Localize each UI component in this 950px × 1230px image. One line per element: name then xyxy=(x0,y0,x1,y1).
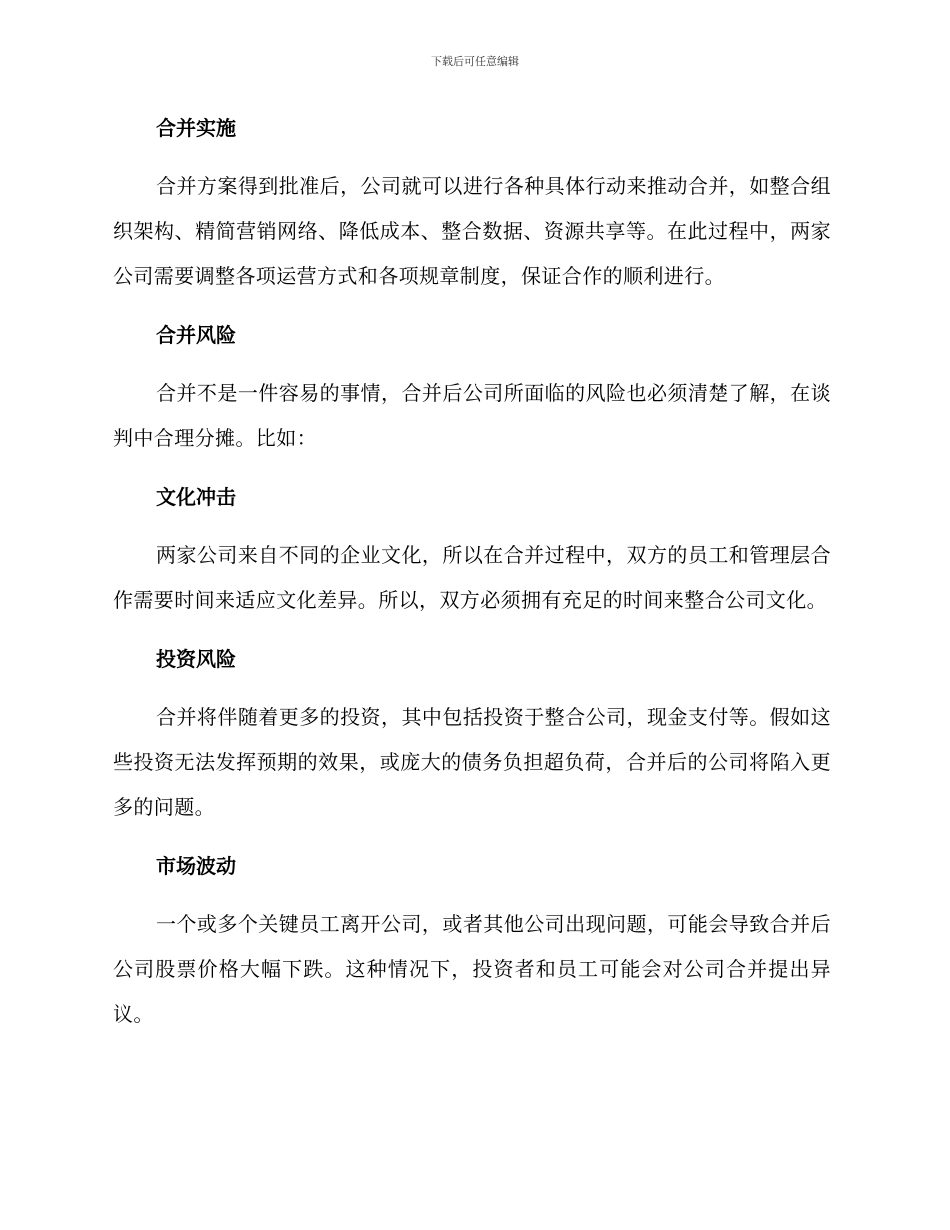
section-merger-implementation xyxy=(113,106,831,299)
section-heading: 合并风险 xyxy=(156,323,236,347)
section-merger-risk xyxy=(113,313,831,461)
section-paragraph: 合并方案得到批准后，公司就可以进行各种具体行动来推动合并，如整合组织架构、精简营销网络、降低成本、整合数据、资源共享等。在此过程中，两家公司需要调整各项运营方式和各项规章制度，保证合作的顺利进行。 xyxy=(113,174,831,288)
section-heading: 合并实施 xyxy=(156,116,236,140)
section-paragraph: 合并将伴随着更多的投资，其中包括投资于整合公司，现金支付等。假如这些投资无法发挥预期的效果，或庞大的债务负担超负荷，合并后的公司将陷入更多的问题。 xyxy=(113,705,831,819)
section-heading: 文化冲击 xyxy=(156,485,236,509)
section-heading: 市场波动 xyxy=(156,854,236,878)
page-header: 下载后可任意编辑 xyxy=(431,55,519,68)
section-market-volatility xyxy=(113,844,831,1037)
document-body xyxy=(113,106,831,1037)
section-heading: 投资风险 xyxy=(156,647,236,671)
section-paragraph: 一个或多个关键员工离开公司，或者其他公司出现问题，可能会导致合并后公司股票价格大幅下跌。这种情况下，投资者和员工可能会对公司合并提出异议。 xyxy=(113,912,831,1026)
section-paragraph: 合并不是一件容易的事情，合并后公司所面临的风险也必须清楚了解，在谈判中合理分摊。比如： xyxy=(113,381,831,450)
section-culture-shock xyxy=(113,475,831,623)
section-paragraph: 两家公司来自不同的企业文化，所以在合并过程中，双方的员工和管理层合作需要时间来适应文化差异。所以，双方必须拥有充足的时间来整合公司文化。 xyxy=(113,543,831,612)
section-investment-risk xyxy=(113,637,831,830)
